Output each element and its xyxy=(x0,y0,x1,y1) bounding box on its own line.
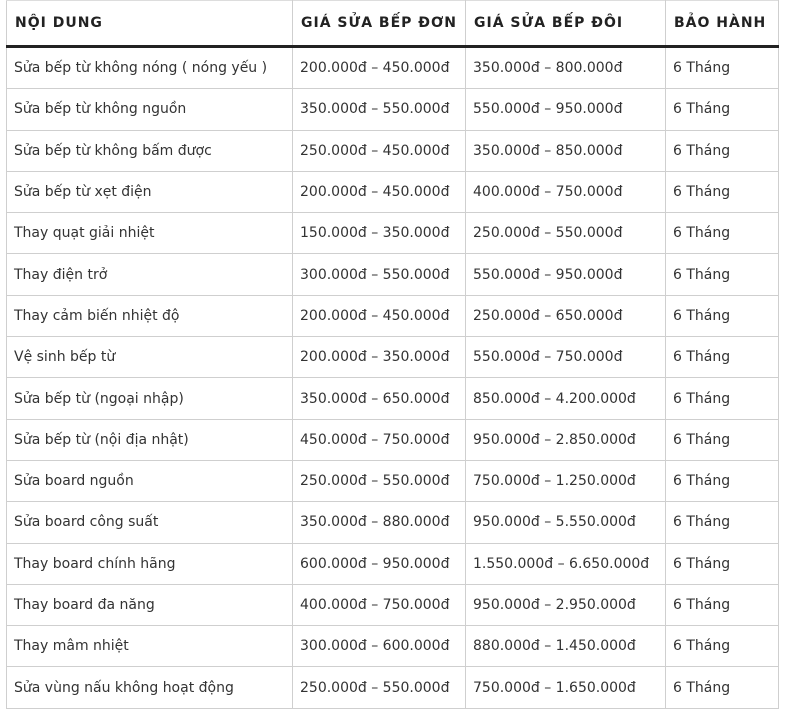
table-row xyxy=(7,89,779,130)
table-row xyxy=(7,584,779,625)
cell-gia-bep-don: 600.000đ – 950.000đ xyxy=(293,543,466,584)
cell-bao-hanh: 6 Tháng xyxy=(666,626,779,667)
cell-noi-dung: Sửa bếp từ không bấm được xyxy=(7,130,293,171)
cell-noi-dung: Sửa bếp từ (nội địa nhật) xyxy=(7,419,293,460)
cell-noi-dung: Thay board chính hãng xyxy=(7,543,293,584)
cell-gia-bep-doi: 950.000đ – 2.850.000đ xyxy=(466,419,666,460)
cell-bao-hanh: 6 Tháng xyxy=(666,667,779,708)
cell-gia-bep-doi: 350.000đ – 800.000đ xyxy=(466,47,666,89)
cell-gia-bep-doi: 350.000đ – 850.000đ xyxy=(466,130,666,171)
cell-gia-bep-doi: 950.000đ – 5.550.000đ xyxy=(466,502,666,543)
cell-noi-dung: Sửa board công suất xyxy=(7,502,293,543)
cell-gia-bep-don: 250.000đ – 550.000đ xyxy=(293,460,466,501)
cell-bao-hanh: 6 Tháng xyxy=(666,47,779,89)
table-body xyxy=(7,47,779,709)
cell-gia-bep-don: 300.000đ – 550.000đ xyxy=(293,254,466,295)
cell-bao-hanh: 6 Tháng xyxy=(666,89,779,130)
table-row xyxy=(7,254,779,295)
table-row xyxy=(7,502,779,543)
cell-noi-dung: Thay board đa năng xyxy=(7,584,293,625)
cell-gia-bep-doi: 550.000đ – 750.000đ xyxy=(466,337,666,378)
cell-bao-hanh: 6 Tháng xyxy=(666,337,779,378)
cell-noi-dung: Vệ sinh bếp từ xyxy=(7,337,293,378)
cell-bao-hanh: 6 Tháng xyxy=(666,213,779,254)
cell-noi-dung: Thay mâm nhiệt xyxy=(7,626,293,667)
table-row xyxy=(7,667,779,708)
cell-gia-bep-doi: 250.000đ – 550.000đ xyxy=(466,213,666,254)
cell-gia-bep-doi: 250.000đ – 650.000đ xyxy=(466,295,666,336)
cell-bao-hanh: 6 Tháng xyxy=(666,584,779,625)
table-row xyxy=(7,47,779,89)
table-row xyxy=(7,337,779,378)
cell-gia-bep-don: 250.000đ – 550.000đ xyxy=(293,667,466,708)
header-bao-hanh: BẢO HÀNH xyxy=(666,1,779,47)
table-row xyxy=(7,171,779,212)
cell-noi-dung: Thay điện trở xyxy=(7,254,293,295)
cell-noi-dung: Sửa bếp từ xẹt điện xyxy=(7,171,293,212)
cell-bao-hanh: 6 Tháng xyxy=(666,543,779,584)
cell-gia-bep-don: 200.000đ – 450.000đ xyxy=(293,47,466,89)
cell-gia-bep-doi: 750.000đ – 1.250.000đ xyxy=(466,460,666,501)
table-header xyxy=(7,1,779,47)
cell-gia-bep-don: 350.000đ – 550.000đ xyxy=(293,89,466,130)
table-row xyxy=(7,295,779,336)
table-row xyxy=(7,378,779,419)
cell-gia-bep-don: 200.000đ – 450.000đ xyxy=(293,171,466,212)
cell-gia-bep-don: 250.000đ – 450.000đ xyxy=(293,130,466,171)
cell-gia-bep-doi: 400.000đ – 750.000đ xyxy=(466,171,666,212)
cell-gia-bep-doi: 550.000đ – 950.000đ xyxy=(466,254,666,295)
cell-bao-hanh: 6 Tháng xyxy=(666,419,779,460)
price-table xyxy=(6,0,779,709)
table-row xyxy=(7,130,779,171)
cell-gia-bep-doi: 850.000đ – 4.200.000đ xyxy=(466,378,666,419)
cell-gia-bep-doi: 1.550.000đ – 6.650.000đ xyxy=(466,543,666,584)
cell-bao-hanh: 6 Tháng xyxy=(666,460,779,501)
cell-noi-dung: Sửa bếp từ không nguồn xyxy=(7,89,293,130)
cell-gia-bep-don: 200.000đ – 450.000đ xyxy=(293,295,466,336)
table-row xyxy=(7,419,779,460)
cell-gia-bep-don: 400.000đ – 750.000đ xyxy=(293,584,466,625)
header-row xyxy=(7,1,779,47)
table-row xyxy=(7,460,779,501)
cell-bao-hanh: 6 Tháng xyxy=(666,171,779,212)
cell-gia-bep-doi: 750.000đ – 1.650.000đ xyxy=(466,667,666,708)
cell-gia-bep-don: 450.000đ – 750.000đ xyxy=(293,419,466,460)
cell-bao-hanh: 6 Tháng xyxy=(666,502,779,543)
cell-noi-dung: Sửa bếp từ không nóng ( nóng yếu ) xyxy=(7,47,293,89)
header-gia-bep-don: GIÁ SỬA BẾP ĐƠN xyxy=(293,1,466,47)
cell-gia-bep-don: 350.000đ – 650.000đ xyxy=(293,378,466,419)
cell-noi-dung: Thay quạt giải nhiệt xyxy=(7,213,293,254)
cell-bao-hanh: 6 Tháng xyxy=(666,130,779,171)
cell-noi-dung: Sửa vùng nấu không hoạt động xyxy=(7,667,293,708)
cell-gia-bep-don: 200.000đ – 350.000đ xyxy=(293,337,466,378)
cell-gia-bep-don: 350.000đ – 880.000đ xyxy=(293,502,466,543)
header-noi-dung: NỘI DUNG xyxy=(7,1,293,47)
table-row xyxy=(7,213,779,254)
cell-gia-bep-doi: 550.000đ – 950.000đ xyxy=(466,89,666,130)
cell-gia-bep-doi: 880.000đ – 1.450.000đ xyxy=(466,626,666,667)
cell-noi-dung: Sửa bếp từ (ngoại nhập) xyxy=(7,378,293,419)
cell-gia-bep-doi: 950.000đ – 2.950.000đ xyxy=(466,584,666,625)
cell-bao-hanh: 6 Tháng xyxy=(666,295,779,336)
cell-noi-dung: Sửa board nguồn xyxy=(7,460,293,501)
cell-gia-bep-don: 150.000đ – 350.000đ xyxy=(293,213,466,254)
table-row xyxy=(7,626,779,667)
cell-gia-bep-don: 300.000đ – 600.000đ xyxy=(293,626,466,667)
cell-noi-dung: Thay cảm biến nhiệt độ xyxy=(7,295,293,336)
cell-bao-hanh: 6 Tháng xyxy=(666,378,779,419)
cell-bao-hanh: 6 Tháng xyxy=(666,254,779,295)
header-gia-bep-doi: GIÁ SỬA BẾP ĐÔI xyxy=(466,1,666,47)
table-row xyxy=(7,543,779,584)
